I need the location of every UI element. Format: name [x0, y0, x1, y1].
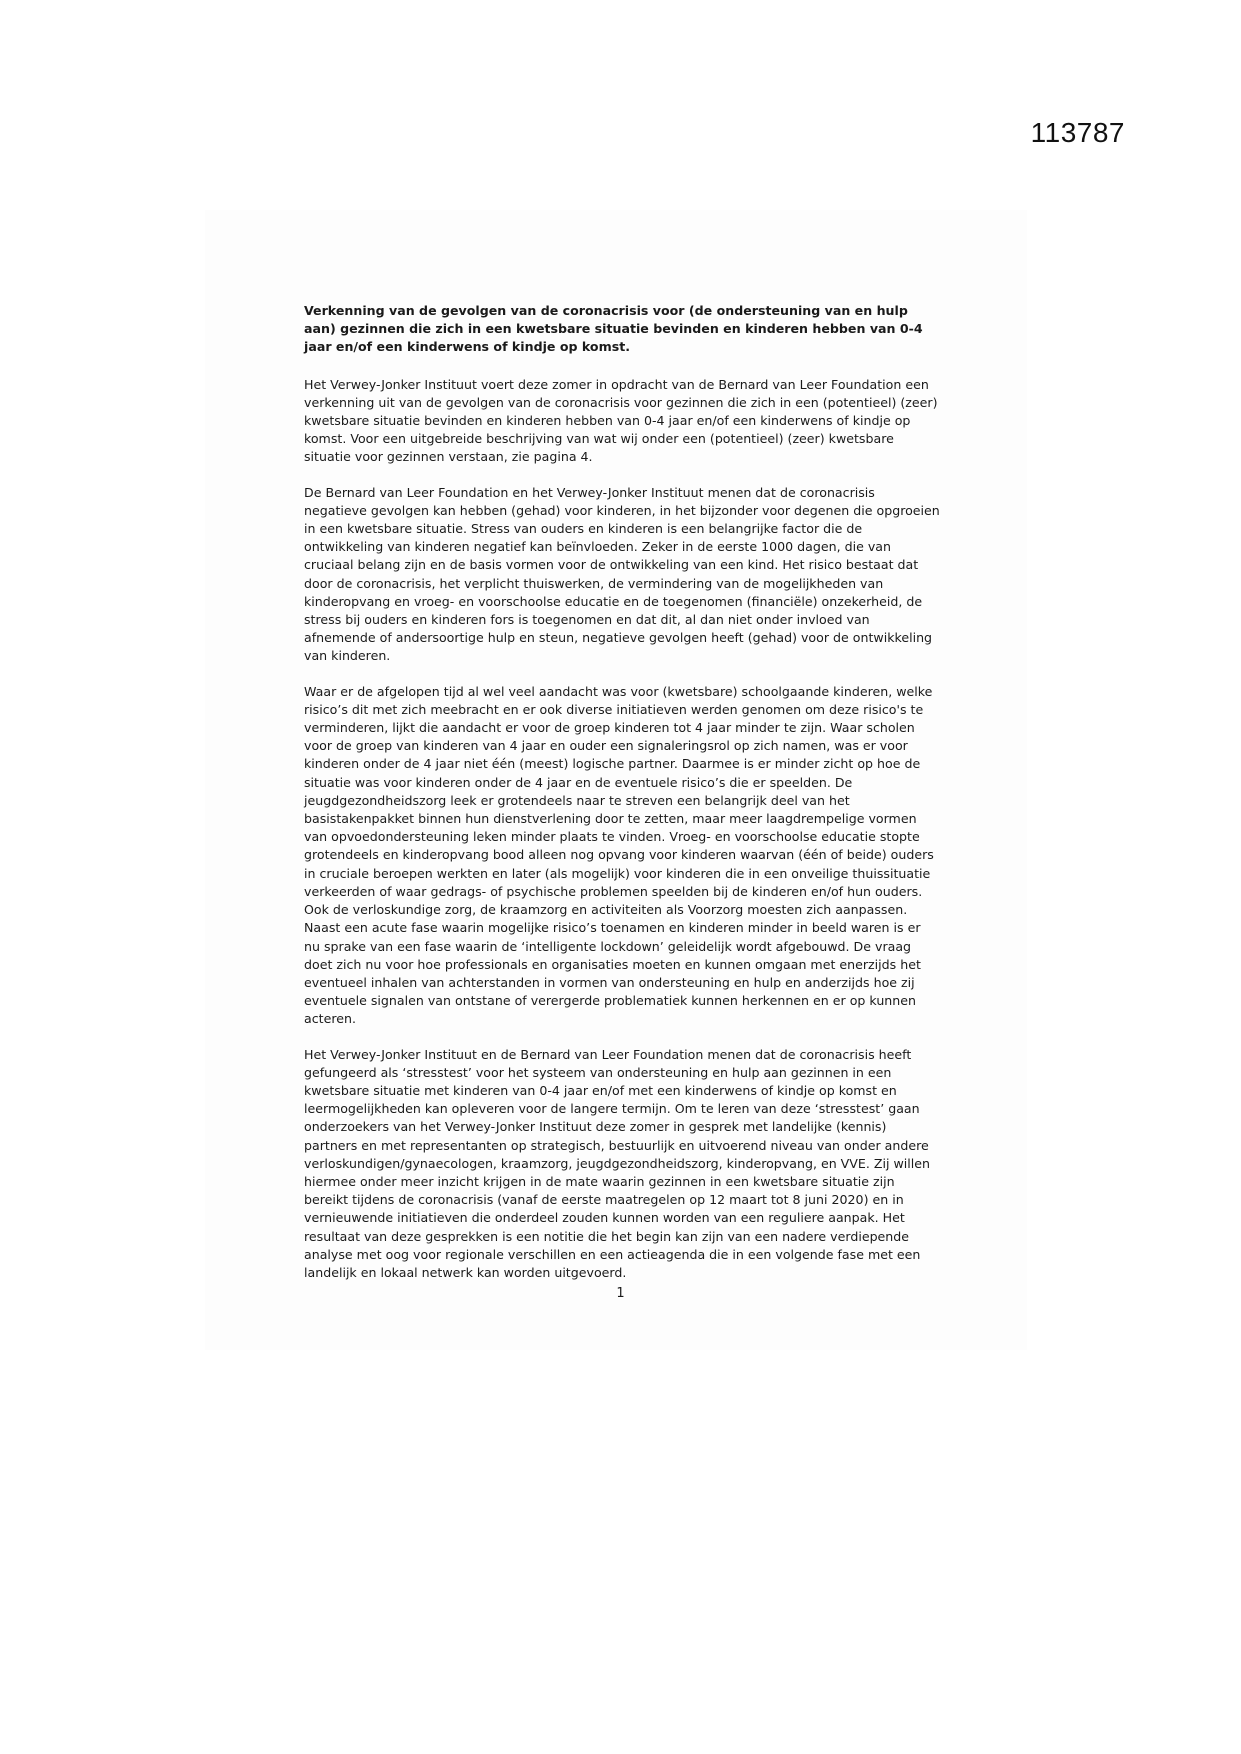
- document-body: [304, 302, 940, 1299]
- document-title: Verkenning van de gevolgen van de coronacrisis voor (de ondersteuning van en hulp aan) gezinnen die zich in een kwetsbare situatie bevinden en kinderen hebben van 0-4 jaar en/of een kinderwens of kindje op komst.: [304, 303, 923, 355]
- page-number: 1: [616, 1286, 625, 1301]
- paragraph-stress: De Bernard van Leer Foundation en het Verwey-Jonker Instituut menen dat de coronacrisis negatieve gevolgen kan hebben (gehad) voor kinderen, in het bijzonder voor degenen die opgroeien in een kwetsbare situatie. Stress van ouders en kinderen is een belangrijke factor die de ontwikkeling van kinderen negatief kan beïnvloeden. Zeker in de eerste 1000 dagen, die van cruciaal belang zijn en de basis vormen voor de ontwikkeling van een kind. Het risico bestaat dat door de coronacrisis, het verplicht thuiswerken, de vermindering van de mogelijkheden van kinderopvang en vroeg- en voorschoolse educatie en de toegenomen (financiële) onzekerheid, de stress bij ouders en kinderen fors is toegenomen en dat dit, al dan niet onder invloed van afnemende of andersoortige hulp en steun, negatieve gevolgen heeft (gehad) voor de ontwikkeling van kinderen.: [304, 484, 940, 664]
- paragraph-attention: Waar er de afgelopen tijd al wel veel aandacht was voor (kwetsbare) schoolgaande kinderen, welke risico’s dit met zich meebracht en er ook diverse initiatieven werden genomen om deze risico's te verminderen, lijkt die aandacht er voor de groep kinderen tot 4 jaar minder te zijn. Waar scholen voor de groep van kinderen van 4 jaar en ouder een signaleringsrol op zich namen, was er voor kinderen onder de 4 jaar niet één (meest) logische partner. Daarmee is er minder zicht op hoe de situatie was voor kinderen onder de 4 jaar en de eventuele risico’s die er speelden. De jeugdgezondheidszorg leek er grotendeels naar te streven een belangrijk deel van het basistakenpakket binnen hun dienstverlening door te zetten, maar meer laagdrempelige vormen van opvoedondersteuning leken minder plaats te vinden. Vroeg- en voorschoolse educatie stopte grotendeels en kinderopvang bood alleen nog opvang voor kinderen waarvan (één of beide) ouders in cruciale beroepen werkten en later (als mogelijk) voor kinderen die in een onveilige thuissituatie verkeerden of waar gedrags- of psychische problemen speelden bij de kinderen en/of hun ouders. Ook de verloskundige zorg, de kraamzorg en activiteiten als Voorzorg moesten zich aanpassen. Naast een acute fase waarin mogelijke risico’s toenamen en kinderen minder in beeld waren is er nu sprake van een fase waarin de ‘intelligente lockdown’ geleidelijk wordt afgebouwd. De vraag doet zich nu voor hoe professionals en organisaties moeten en kunnen omgaan met enerzijds het eventueel inhalen van achterstanden in vormen van ondersteuning en hulp en anderzijds hoe zij eventuele signalen van ontstane of verergerde problematiek kunnen herkennen en er op kunnen acteren.: [304, 683, 934, 1027]
- paragraph-intro: Het Verwey-Jonker Instituut voert deze zomer in opdracht van de Bernard van Leer Foundation een verkenning uit van de gevolgen van de coronacrisis voor gezinnen die zich in een (potentieel) (zeer) kwetsbare situatie bevinden en kinderen hebben van 0-4 jaar en/of een kinderwens of kindje op komst. Voor een uitgebreide beschrijving van wat wij onder een (potentieel) (zeer) kwetsbare situatie voor gezinnen verstaan, zie pagina 4.: [304, 376, 938, 465]
- paragraph-stresstest: Het Verwey-Jonker Instituut en de Bernard van Leer Foundation menen dat de coronacrisis heeft gefungeerd als ‘stresstest’ voor het systeem van ondersteuning en hulp aan gezinnen in een kwetsbare situatie met kinderen van 0-4 jaar en/of met een kinderwens of kindje op komst en leermogelijkheden kan opleveren voor de langere termijn. Om te leren van deze ‘stresstest’ gaan onderzoekers van het Verwey-Jonker Instituut deze zomer in gesprek met landelijke (kennis) partners en met representanten op strategisch, bestuurlijk en uitvoerend niveau van onder andere verloskundigen/gynaecologen, kraamzorg, jeugdgezondheidszorg, kinderopvang, en VVE. Zij willen hiermee onder meer inzicht krijgen in de mate waarin gezinnen in een kwetsbare situatie zijn bereikt tijdens de coronacrisis (vanaf de eerste maatregelen op 12 maart tot 8 juni 2020) en in vernieuwende initiatieven die onderdeel zouden kunnen worden van een reguliere aanpak. Het resultaat van deze gesprekken is een notitie die het begin kan zijn van een nadere verdiepende analyse met oog voor regionale verschillen en een actieagenda die in een volgende fase met een landelijk en lokaal netwerk kan worden uitgevoerd.: [304, 1046, 931, 1280]
- document-number: 113787: [1030, 117, 1125, 148]
